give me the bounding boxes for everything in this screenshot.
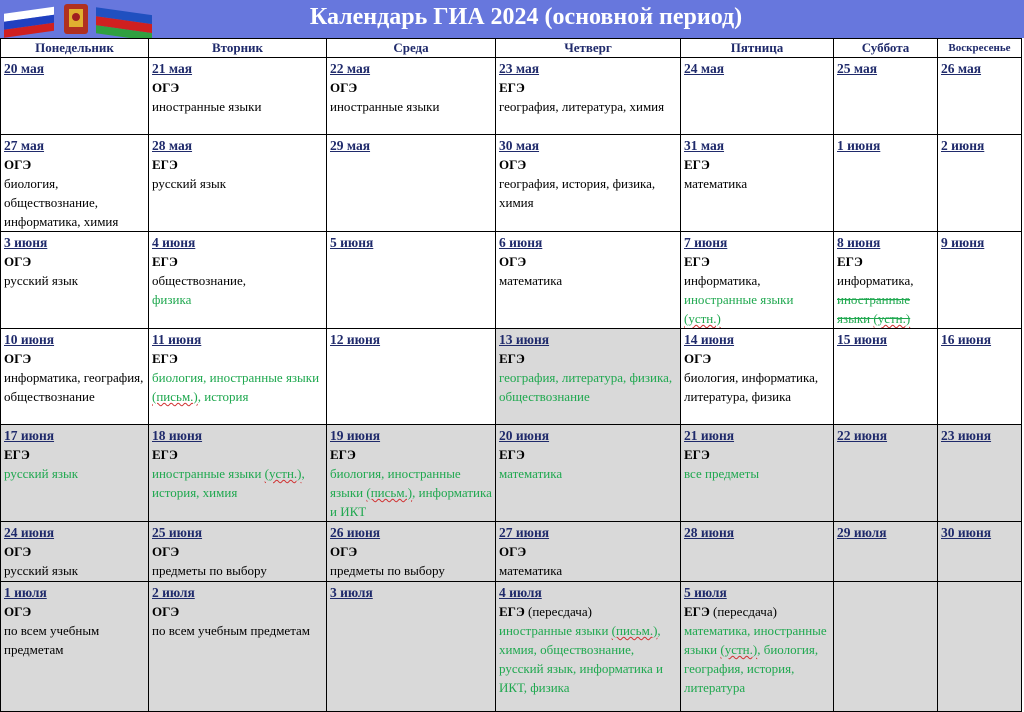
day-cell [834, 522, 938, 582]
subjects: география, литература, химия [499, 99, 665, 114]
exam-type [152, 252, 324, 271]
exam-type [684, 602, 831, 621]
day-cell [496, 232, 681, 329]
day-cell [327, 135, 496, 232]
date-link[interactable]: 27 мая [4, 138, 45, 153]
date-link[interactable]: 28 мая [152, 138, 193, 153]
header-wednesday: Среда [327, 39, 496, 58]
exam-name: ЕГЭ [152, 351, 178, 366]
day-cell [149, 425, 327, 522]
date-link[interactable]: 4 июня [152, 235, 196, 250]
day-cell [681, 329, 834, 425]
day-cell [496, 58, 681, 135]
subjects: информатика, география, обществознание [4, 370, 144, 404]
exam-type [152, 542, 324, 561]
day-cell [834, 58, 938, 135]
exam-type [499, 252, 678, 271]
date-link[interactable]: 28 июня [684, 525, 735, 540]
header-saturday: Суббота [834, 39, 938, 58]
day-cell [938, 232, 1022, 329]
exam-name: ОГЭ [499, 157, 527, 172]
header-sunday: Воскресенье [938, 39, 1022, 58]
week-row [1, 582, 1022, 712]
date-link[interactable]: 27 июня [499, 525, 550, 540]
week-row [1, 232, 1022, 329]
exam-name: ЕГЭ [152, 447, 178, 462]
subjects: русский язык [152, 176, 227, 191]
day-cell [496, 329, 681, 425]
date-link[interactable]: 16 июня [941, 332, 992, 347]
week-row [1, 135, 1022, 232]
header-tuesday: Вторник [149, 39, 327, 58]
exam-type [499, 602, 678, 621]
exam-name: ОГЭ [4, 351, 32, 366]
day-cell [327, 582, 496, 712]
date-link[interactable]: 24 мая [684, 61, 725, 76]
date-link[interactable]: 17 июня [4, 428, 55, 443]
day-cell [1, 329, 149, 425]
day-cell [327, 425, 496, 522]
day-cell [496, 522, 681, 582]
day-cell [834, 135, 938, 232]
week-row [1, 425, 1022, 522]
date-link[interactable]: 24 июня [4, 525, 55, 540]
day-cell [1, 522, 149, 582]
week-row [1, 522, 1022, 582]
day-cell [681, 58, 834, 135]
exam-type [4, 349, 146, 368]
subjects-scheduled: география, литература, физика, обществознание [499, 370, 673, 404]
subjects: предметы по выбору [152, 563, 267, 578]
date-link[interactable]: 8 июня [837, 235, 881, 250]
day-cell [149, 329, 327, 425]
day-cell [938, 329, 1022, 425]
subjects: по всем учебным предметам [152, 623, 311, 638]
exam-name: ОГЭ [684, 351, 712, 366]
day-cell [496, 425, 681, 522]
day-cell [834, 329, 938, 425]
day-cell [681, 522, 834, 582]
exam-name: ЕГЭ [684, 254, 710, 269]
exam-name: ОГЭ [499, 544, 527, 559]
exam-type [684, 155, 831, 174]
exam-name: ЕГЭ [499, 447, 525, 462]
date-link[interactable]: 26 июня [330, 525, 381, 540]
day-cell [938, 582, 1022, 712]
subjects: математика [499, 563, 563, 578]
date-link[interactable]: 11 июня [152, 332, 202, 347]
subjects: иностранные языки [152, 99, 262, 114]
day-cell [149, 135, 327, 232]
date-link[interactable]: 15 июня [837, 332, 888, 347]
subjects: русский язык [4, 273, 79, 288]
date-link[interactable]: 13 июня [499, 332, 550, 347]
date-link[interactable]: 25 июня [152, 525, 203, 540]
exam-type [330, 445, 493, 464]
title-banner [0, 0, 1024, 38]
day-cell [938, 58, 1022, 135]
date-link[interactable]: 14 июня [684, 332, 735, 347]
exam-type [152, 445, 324, 464]
exam-name: ОГЭ [330, 544, 358, 559]
day-cell [327, 329, 496, 425]
subjects: иностранные языки [330, 99, 440, 114]
subjects: математика [684, 176, 748, 191]
exam-type [684, 349, 831, 368]
day-cell [496, 582, 681, 712]
exam-note: (пересдача) [524, 604, 592, 619]
exam-name: ЕГЭ [499, 351, 525, 366]
exam-name: ОГЭ [4, 157, 32, 172]
subjects: биология, информатика, литература, физика [684, 370, 819, 404]
date-link[interactable]: 23 мая [499, 61, 540, 76]
exam-type [330, 78, 493, 97]
subjects: русский язык [4, 563, 79, 578]
date-link[interactable]: 18 июня [152, 428, 203, 443]
subjects-cancelled: иностранные языки (устн.) [837, 292, 911, 326]
date-link[interactable]: 30 мая [499, 138, 540, 153]
exam-type [152, 602, 324, 621]
date-link[interactable]: 26 мая [941, 61, 982, 76]
day-cell [327, 522, 496, 582]
date-link[interactable]: 29 июля [837, 525, 887, 540]
header-thursday: Четверг [496, 39, 681, 58]
subjects: математика [499, 273, 563, 288]
day-cell [149, 58, 327, 135]
day-cell [834, 425, 938, 522]
exam-type [499, 349, 678, 368]
exam-type [330, 542, 493, 561]
day-cell [938, 425, 1022, 522]
gia-calendar-table [0, 38, 1022, 712]
day-cell [327, 232, 496, 329]
date-link[interactable]: 25 мая [837, 61, 878, 76]
day-cell [1, 135, 149, 232]
subjects-scheduled: математика, иностранные языки (устн.), биология, география, история, литература [684, 623, 827, 695]
day-cell [834, 582, 938, 712]
day-cell [1, 58, 149, 135]
exam-type [4, 445, 146, 464]
exam-name: ЕГЭ [4, 447, 30, 462]
date-link[interactable]: 7 июня [684, 235, 728, 250]
day-cell [834, 232, 938, 329]
date-link[interactable]: 5 июля [684, 585, 727, 600]
exam-name: ЕГЭ [152, 157, 178, 172]
day-cell [938, 522, 1022, 582]
week-row [1, 58, 1022, 135]
date-link[interactable]: 3 июня [4, 235, 48, 250]
subjects: информатика, [684, 273, 761, 288]
exam-type [499, 78, 678, 97]
exam-type [837, 252, 935, 271]
date-link[interactable]: 31 мая [684, 138, 725, 153]
exam-type [152, 155, 324, 174]
day-cell [938, 135, 1022, 232]
exam-type [684, 445, 831, 464]
subjects-scheduled: математика [499, 466, 563, 481]
subjects: биология, обществознание, информатика, химия [4, 176, 119, 229]
exam-type [4, 155, 146, 174]
subjects-scheduled: биология, иностранные языки (письм.), история [152, 370, 320, 404]
day-cell [149, 582, 327, 712]
date-link[interactable]: 19 июня [330, 428, 381, 443]
exam-name: ЕГЭ [499, 80, 525, 95]
week-row [1, 329, 1022, 425]
exam-name: ОГЭ [330, 80, 358, 95]
day-cell [496, 135, 681, 232]
subjects: география, история, физика, химия [499, 176, 656, 210]
exam-name: ЕГЭ [684, 157, 710, 172]
exam-name: ЕГЭ [499, 604, 525, 619]
exam-type [499, 155, 678, 174]
exam-name: ОГЭ [4, 604, 32, 619]
exam-name: ОГЭ [499, 254, 527, 269]
exam-type [4, 252, 146, 271]
header-friday: Пятница [681, 39, 834, 58]
date-link[interactable]: 10 июня [4, 332, 55, 347]
subjects-scheduled: иностранные языки (устн.) [684, 292, 794, 326]
day-cell [681, 232, 834, 329]
date-link[interactable]: 20 мая [4, 61, 45, 76]
day-cell [1, 582, 149, 712]
date-link[interactable]: 21 июня [684, 428, 735, 443]
day-cell [681, 425, 834, 522]
exam-type [4, 602, 146, 621]
day-cell [149, 522, 327, 582]
exam-type [499, 445, 678, 464]
day-cell [149, 232, 327, 329]
date-link[interactable]: 29 мая [330, 138, 371, 153]
header-monday: Понедельник [1, 39, 149, 58]
exam-type [152, 349, 324, 368]
exam-name: ОГЭ [152, 604, 180, 619]
date-link[interactable]: 22 июня [837, 428, 888, 443]
exam-name: ЕГЭ [330, 447, 356, 462]
date-link[interactable]: 22 мая [330, 61, 371, 76]
date-link[interactable]: 6 июня [499, 235, 543, 250]
weekday-header-row [1, 39, 1022, 58]
date-link[interactable]: 20 июня [499, 428, 550, 443]
exam-name: ЕГЭ [152, 254, 178, 269]
exam-name: ОГЭ [4, 254, 32, 269]
subjects-scheduled: иностранные языки (письм.), химия, обществознание, русский язык, информатика и ИКТ, физика [499, 623, 663, 695]
date-link[interactable]: 3 июля [330, 585, 373, 600]
exam-type [4, 542, 146, 561]
date-link[interactable]: 2 июня [941, 138, 985, 153]
date-link[interactable]: 2 июля [152, 585, 195, 600]
exam-type [684, 252, 831, 271]
date-link[interactable]: 1 июня [837, 138, 881, 153]
subjects-scheduled: русский язык [4, 466, 79, 481]
date-link[interactable]: 23 июня [941, 428, 992, 443]
subjects: информатика, [837, 273, 914, 288]
subjects-scheduled: все предметы [684, 466, 760, 481]
exam-note: (пересдача) [709, 604, 777, 619]
date-link[interactable]: 1 июля [4, 585, 47, 600]
exam-type [499, 542, 678, 561]
day-cell [1, 425, 149, 522]
date-link[interactable]: 5 июня [330, 235, 374, 250]
exam-name: ЕГЭ [837, 254, 863, 269]
day-cell [327, 58, 496, 135]
subjects-scheduled: иностранные языки (устн.), история, химия [152, 466, 305, 500]
date-link[interactable]: 9 июня [941, 235, 985, 250]
exam-name: ОГЭ [152, 80, 180, 95]
day-cell [681, 135, 834, 232]
exam-name: ОГЭ [152, 544, 180, 559]
day-cell [681, 582, 834, 712]
date-link[interactable]: 4 июля [499, 585, 542, 600]
exam-name: ЕГЭ [684, 447, 710, 462]
subjects: обществознание, [152, 273, 247, 288]
day-cell [1, 232, 149, 329]
subjects: предметы по выбору [330, 563, 445, 578]
subjects-scheduled: биология, иностранные языки (письм.), информатика и ИКТ [330, 466, 492, 519]
date-link[interactable]: 30 июня [941, 525, 992, 540]
exam-name: ЕГЭ [684, 604, 710, 619]
date-link[interactable]: 21 мая [152, 61, 193, 76]
subjects: по всем учебным предметам [4, 623, 100, 657]
page-title: Календарь ГИА 2024 (основной период) [309, 4, 743, 30]
subjects-scheduled: физика [152, 292, 192, 307]
date-link[interactable]: 12 июня [330, 332, 381, 347]
exam-name: ОГЭ [4, 544, 32, 559]
exam-type [152, 78, 324, 97]
